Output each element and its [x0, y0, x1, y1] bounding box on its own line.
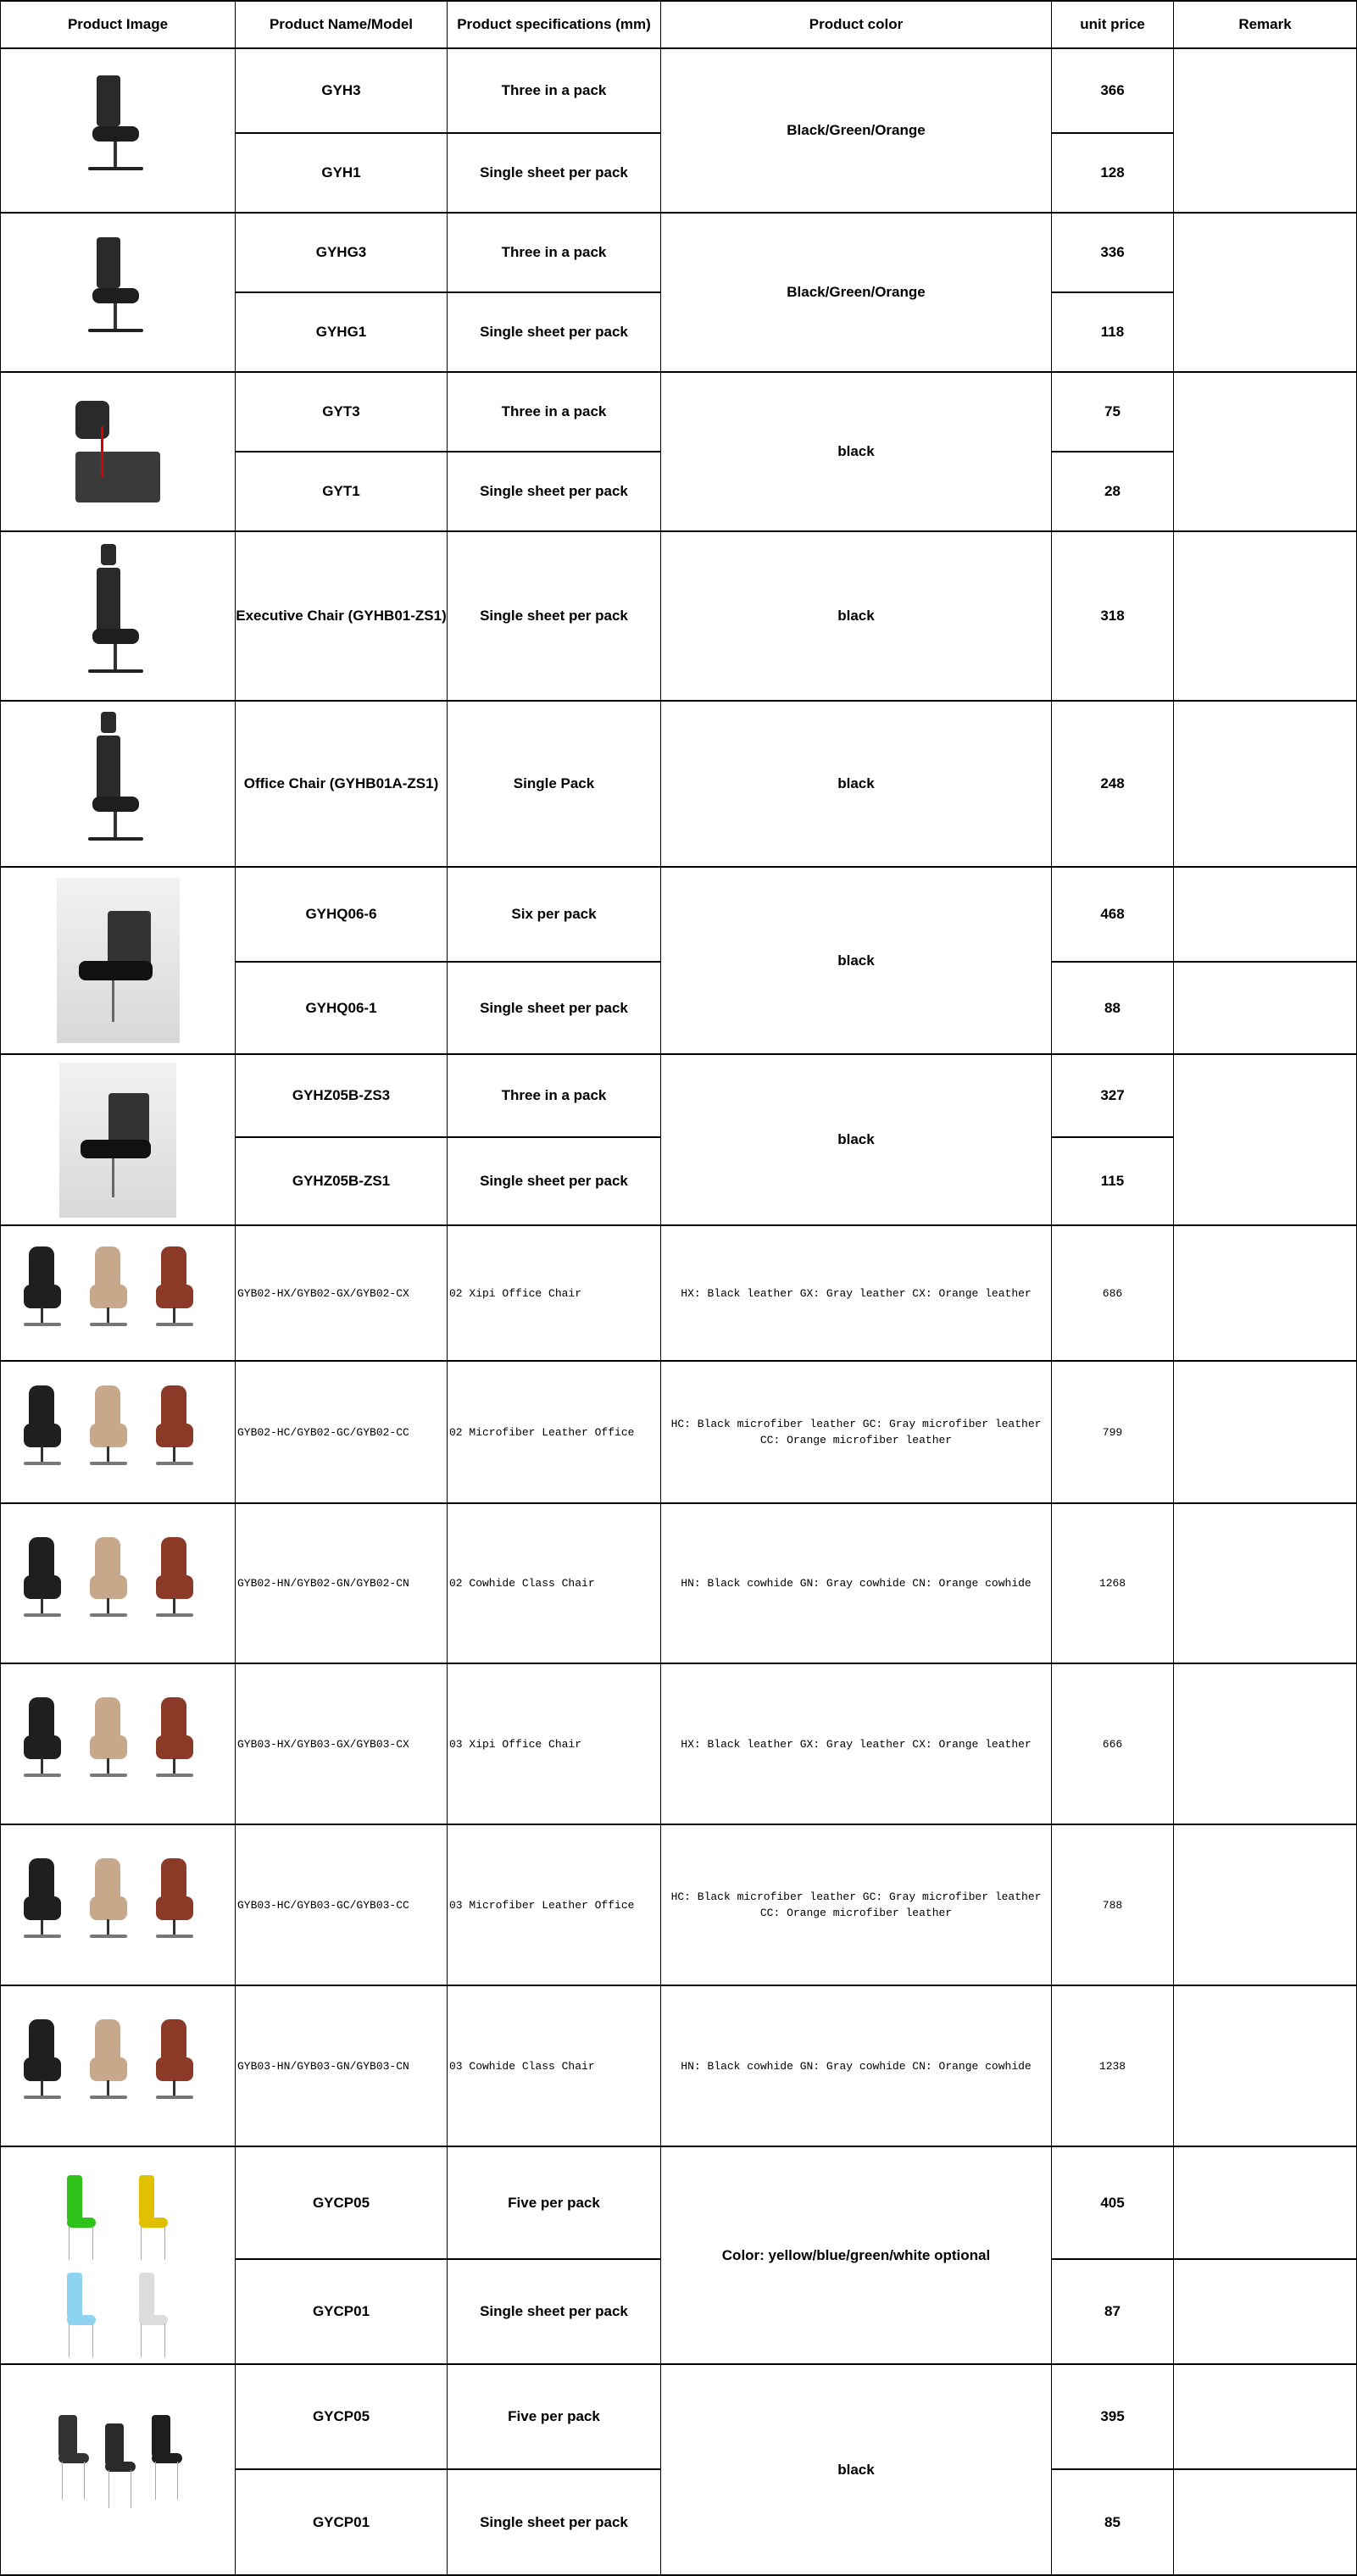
chair-part — [92, 2323, 93, 2357]
chair-part — [24, 1285, 61, 1308]
remark-cell[interactable] — [1174, 2260, 1357, 2365]
product-model: GYB02-HC/GYB02-GC/GYB02-CC — [236, 1362, 448, 1504]
remark-cell[interactable] — [1174, 373, 1357, 532]
unit-price: 799 — [1052, 1362, 1174, 1504]
chair-part — [101, 426, 103, 477]
unit-price: 327 — [1052, 1055, 1174, 1138]
product-color: black — [661, 532, 1052, 702]
chair-part — [90, 2057, 127, 2081]
unit-price: 788 — [1052, 1825, 1174, 1986]
chair-part — [141, 2226, 142, 2260]
unit-price: 666 — [1052, 1664, 1174, 1825]
product-color: Black/Green/Orange — [661, 49, 1052, 214]
chair-part — [156, 1462, 193, 1465]
product-model: GYHG3 — [236, 214, 448, 293]
unit-price: 318 — [1052, 532, 1174, 702]
product-spec: 02 Xipi Office Chair — [448, 1226, 661, 1362]
chair-part — [92, 126, 139, 142]
product-image-cell — [0, 49, 236, 214]
unit-price: 28 — [1052, 452, 1174, 532]
product-spec: Single sheet per pack — [448, 963, 661, 1055]
chair-part — [139, 2218, 168, 2228]
chair-part — [114, 303, 117, 329]
chair-part — [114, 812, 117, 837]
chair-part — [156, 2096, 193, 2099]
product-image-cell — [0, 1504, 236, 1664]
remark-cell[interactable] — [1174, 1055, 1357, 1226]
remark-cell[interactable] — [1174, 2470, 1357, 2576]
remark-cell[interactable] — [1174, 1504, 1357, 1664]
chair-part — [90, 1323, 127, 1326]
product-color: HC: Black microfiber leather GC: Gray microfiber leather CC: Orange microfiber leather — [661, 1362, 1052, 1504]
chair-part — [139, 2175, 154, 2222]
product-image-cell — [0, 1362, 236, 1504]
remark-cell[interactable] — [1174, 2365, 1357, 2470]
column-header: Product Image — [0, 0, 236, 49]
office-chair-icon — [80, 712, 156, 856]
remark-cell[interactable] — [1174, 1825, 1357, 1986]
product-spec: Three in a pack — [448, 214, 661, 293]
chair-part — [173, 1307, 175, 1323]
product-model: GYT3 — [236, 373, 448, 452]
product-model: Office Chair (GYHB01A-ZS1) — [236, 702, 448, 868]
headrest-icon — [67, 401, 169, 502]
product-image-cell — [0, 1825, 236, 1986]
chair-part — [92, 797, 139, 812]
unit-price: 88 — [1052, 963, 1174, 1055]
column-header: Product color — [661, 0, 1052, 49]
chair-part — [41, 1598, 43, 1613]
remark-cell[interactable] — [1174, 532, 1357, 702]
leather-chairs-trio-icon — [16, 1858, 220, 1951]
chair-part — [112, 980, 114, 1022]
product-image-cell — [0, 214, 236, 373]
chair-part — [173, 1446, 175, 1462]
chair-part — [62, 2462, 63, 2500]
product-model: GYHQ06-1 — [236, 963, 448, 1055]
chair-part — [156, 2057, 193, 2081]
product-spec: Single sheet per pack — [448, 134, 661, 214]
chair-part — [88, 837, 143, 841]
product-color: black — [661, 1055, 1052, 1226]
product-spec: Single sheet per pack — [448, 293, 661, 373]
chair-part — [24, 1774, 61, 1777]
leather-chairs-trio-icon — [16, 1246, 220, 1340]
chair-part — [101, 544, 116, 565]
product-model: GYHZ05B-ZS3 — [236, 1055, 448, 1138]
remark-cell[interactable] — [1174, 49, 1357, 214]
product-spec: Single Pack — [448, 702, 661, 868]
chair-part — [97, 75, 120, 126]
product-image-cell — [0, 868, 236, 1055]
chair-part — [24, 1424, 61, 1447]
chair-part — [90, 1774, 127, 1777]
product-spec: Single sheet per pack — [448, 452, 661, 532]
chair-part — [90, 2096, 127, 2099]
product-spec: Single sheet per pack — [448, 2470, 661, 2576]
chair-part — [41, 1446, 43, 1462]
unit-price: 395 — [1052, 2365, 1174, 2470]
remark-cell[interactable] — [1174, 702, 1357, 868]
product-spec: Three in a pack — [448, 49, 661, 134]
column-header: Product Name/Model — [236, 0, 448, 49]
chair-part — [58, 2415, 77, 2457]
product-model: Executive Chair (GYHB01-ZS1) — [236, 532, 448, 702]
chair-part — [24, 2096, 61, 2099]
product-image-cell — [0, 1055, 236, 1226]
chair-part — [107, 1919, 109, 1935]
chair-part — [90, 1613, 127, 1617]
product-model: GYCP01 — [236, 2470, 448, 2576]
chair-part — [90, 1462, 127, 1465]
chair-part — [177, 2462, 178, 2500]
chair-part — [41, 1307, 43, 1323]
swivel-chair-photo-icon — [59, 1063, 176, 1218]
remark-cell[interactable] — [1174, 1664, 1357, 1825]
chair-part — [84, 2462, 85, 2500]
chair-part — [107, 1758, 109, 1774]
chair-part — [79, 961, 153, 980]
product-image-cell — [0, 2365, 236, 2576]
chair-part — [108, 2470, 109, 2508]
mesh-swivel-chair-icon — [80, 58, 156, 203]
chair-part — [24, 1575, 61, 1599]
visitor-chair-photo-icon — [57, 878, 180, 1043]
chair-part — [92, 2226, 93, 2260]
chair-part — [156, 1735, 193, 1759]
leather-chairs-trio-icon — [16, 2019, 220, 2112]
executive-chair-icon — [80, 544, 156, 688]
remark-cell[interactable] — [1174, 214, 1357, 373]
chair-part — [88, 167, 143, 170]
product-model: GYT1 — [236, 452, 448, 532]
product-color: black — [661, 702, 1052, 868]
chair-part — [81, 1140, 151, 1158]
chair-part — [75, 452, 160, 502]
chair-part — [139, 2273, 154, 2319]
leather-chairs-trio-icon — [16, 1697, 220, 1790]
chair-part — [90, 1285, 127, 1308]
chair-part — [24, 1613, 61, 1617]
chair-part — [156, 1323, 193, 1326]
product-spec: Three in a pack — [448, 373, 661, 452]
product-model: GYCP05 — [236, 2365, 448, 2470]
product-spec: 03 Xipi Office Chair — [448, 1664, 661, 1825]
chair-part — [41, 1758, 43, 1774]
product-model: GYH1 — [236, 134, 448, 214]
unit-price: 1268 — [1052, 1504, 1174, 1664]
unit-price: 686 — [1052, 1226, 1174, 1362]
product-spec: Single sheet per pack — [448, 2260, 661, 2365]
chair-part — [24, 1935, 61, 1938]
product-color: black — [661, 2365, 1052, 2576]
leather-chairs-trio-icon — [16, 1537, 220, 1630]
column-header: Remark — [1174, 0, 1357, 49]
product-spec: 02 Microfiber Leather Office — [448, 1362, 661, 1504]
remark-cell[interactable] — [1174, 963, 1357, 1055]
unit-price: 248 — [1052, 702, 1174, 868]
chair-part — [67, 2218, 96, 2228]
chair-part — [67, 2273, 82, 2319]
chair-part — [24, 1896, 61, 1920]
column-header: Product specifications (mm) — [448, 0, 661, 49]
product-color: HX: Black leather GX: Gray leather CX: Orange leather — [661, 1226, 1052, 1362]
chair-part — [24, 1323, 61, 1326]
chair-part — [155, 2462, 156, 2500]
leather-chairs-trio-icon — [16, 1385, 220, 1479]
product-model: GYCP05 — [236, 2147, 448, 2260]
remark-cell[interactable] — [1174, 1986, 1357, 2147]
product-color: Black/Green/Orange — [661, 214, 1052, 373]
chair-part — [92, 629, 139, 644]
chair-part — [156, 1774, 193, 1777]
product-image-cell — [0, 2147, 236, 2365]
chair-part — [97, 237, 120, 288]
product-model: GYHG1 — [236, 293, 448, 373]
chair-part — [156, 1575, 193, 1599]
chair-part — [69, 2323, 70, 2357]
product-spec: Six per pack — [448, 868, 661, 963]
product-model: GYHZ05B-ZS1 — [236, 1138, 448, 1226]
product-model: GYB03-HX/GYB03-GX/GYB03-CX — [236, 1664, 448, 1825]
unit-price: 366 — [1052, 49, 1174, 134]
product-model: GYB03-HC/GYB03-GC/GYB03-CC — [236, 1825, 448, 1986]
product-color: black — [661, 373, 1052, 532]
chair-part — [164, 2226, 165, 2260]
product-spec: Five per pack — [448, 2365, 661, 2470]
chair-part — [156, 1424, 193, 1447]
chair-part — [114, 644, 117, 669]
chair-part — [90, 1575, 127, 1599]
chair-part — [90, 1424, 127, 1447]
product-color: HN: Black cowhide GN: Gray cowhide CN: Orange cowhide — [661, 1986, 1052, 2147]
unit-price: 1238 — [1052, 1986, 1174, 2147]
chair-part — [156, 1285, 193, 1308]
unit-price: 115 — [1052, 1138, 1174, 1226]
product-spec: 03 Microfiber Leather Office — [448, 1825, 661, 1986]
product-model: GYB03-HN/GYB03-GN/GYB03-CN — [236, 1986, 448, 2147]
chair-part — [152, 2415, 170, 2457]
remark-cell[interactable] — [1174, 868, 1357, 963]
chair-part — [139, 2315, 168, 2325]
product-spec: Three in a pack — [448, 1055, 661, 1138]
unit-price: 128 — [1052, 134, 1174, 214]
chair-part — [97, 568, 120, 636]
unit-price: 336 — [1052, 214, 1174, 293]
column-header: unit price — [1052, 0, 1174, 49]
chair-part — [156, 1613, 193, 1617]
chair-part — [107, 1307, 109, 1323]
unit-price: 85 — [1052, 2470, 1174, 2576]
product-image-cell — [0, 373, 236, 532]
product-image-cell — [0, 702, 236, 868]
chair-part — [24, 1735, 61, 1759]
product-color: black — [661, 868, 1052, 1055]
unit-price: 75 — [1052, 373, 1174, 452]
unit-price: 468 — [1052, 868, 1174, 963]
product-color: HX: Black leather GX: Gray leather CX: Orange leather — [661, 1664, 1052, 1825]
product-spec: Single sheet per pack — [448, 1138, 661, 1226]
chair-part — [141, 2323, 142, 2357]
product-spec: Single sheet per pack — [448, 532, 661, 702]
unit-price: 87 — [1052, 2260, 1174, 2365]
remark-cell[interactable] — [1174, 2147, 1357, 2260]
chair-part — [90, 1935, 127, 1938]
product-image-cell — [0, 1226, 236, 1362]
chair-part — [69, 2226, 70, 2260]
chair-part — [88, 669, 143, 673]
chair-part — [97, 736, 120, 803]
product-image-cell — [0, 1986, 236, 2147]
product-spec: 03 Cowhide Class Chair — [448, 1986, 661, 2147]
stacking-chairs-color-icon — [33, 2158, 203, 2353]
remark-cell[interactable] — [1174, 1362, 1357, 1504]
product-spec: 02 Cowhide Class Chair — [448, 1504, 661, 1664]
product-model: GYB02-HN/GYB02-GN/GYB02-CN — [236, 1504, 448, 1664]
stacking-chairs-black-icon — [33, 2415, 203, 2525]
chair-part — [24, 2057, 61, 2081]
chair-part — [92, 288, 139, 303]
chair-part — [107, 1598, 109, 1613]
unit-price: 118 — [1052, 293, 1174, 373]
chair-part — [88, 329, 143, 332]
chair-part — [173, 1758, 175, 1774]
product-spec: Five per pack — [448, 2147, 661, 2260]
mesh-visitor-chair-icon — [80, 220, 156, 364]
product-model: GYB02-HX/GYB02-GX/GYB02-CX — [236, 1226, 448, 1362]
chair-part — [67, 2315, 96, 2325]
chair-part — [107, 2080, 109, 2096]
chair-part — [107, 1446, 109, 1462]
chair-part — [90, 1896, 127, 1920]
product-color: HN: Black cowhide GN: Gray cowhide CN: Orange cowhide — [661, 1504, 1052, 1664]
chair-part — [67, 2175, 82, 2222]
product-model: GYCP01 — [236, 2260, 448, 2365]
product-model: GYH3 — [236, 49, 448, 134]
chair-part — [112, 1158, 114, 1197]
chair-part — [90, 1735, 127, 1759]
product-image-cell — [0, 532, 236, 702]
chair-part — [41, 2080, 43, 2096]
chair-part — [75, 401, 109, 439]
chair-part — [41, 1919, 43, 1935]
chair-part — [24, 1462, 61, 1465]
chair-part — [105, 2423, 124, 2466]
chair-part — [156, 1896, 193, 1920]
product-model: GYHQ06-6 — [236, 868, 448, 963]
remark-cell[interactable] — [1174, 1226, 1357, 1362]
product-image-cell — [0, 1664, 236, 1825]
chair-part — [114, 142, 117, 167]
chair-part — [173, 1919, 175, 1935]
chair-part — [173, 1598, 175, 1613]
chair-part — [173, 2080, 175, 2096]
unit-price: 405 — [1052, 2147, 1174, 2260]
product-color: Color: yellow/blue/green/white optional — [661, 2147, 1052, 2365]
product-color: HC: Black microfiber leather GC: Gray microfiber leather CC: Orange microfiber leather — [661, 1825, 1052, 1986]
chair-part — [164, 2323, 165, 2357]
chair-part — [101, 712, 116, 733]
chair-part — [156, 1935, 193, 1938]
